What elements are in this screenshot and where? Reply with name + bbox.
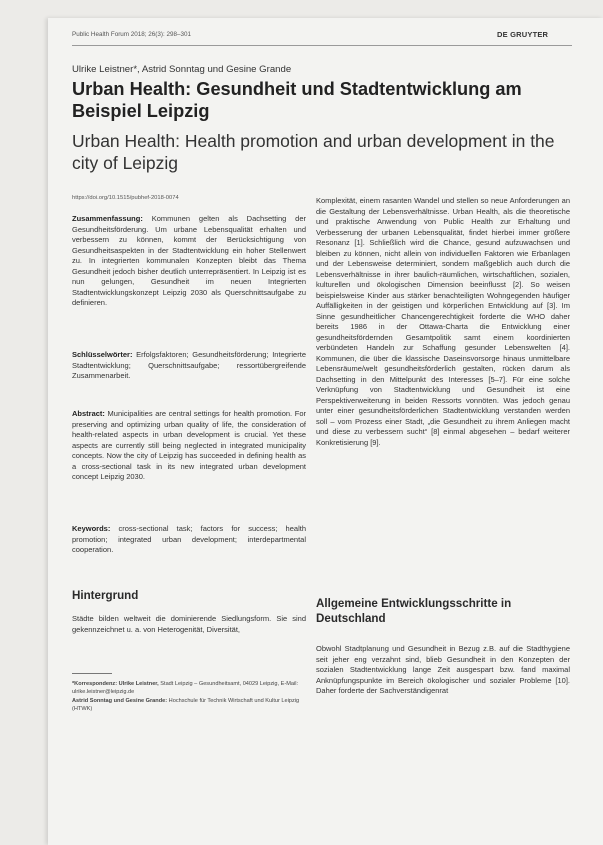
abstract-english-label: Abstract:: [72, 409, 105, 418]
authors: Ulrike Leistner*, Astrid Sonntag und Gesine Grande: [72, 64, 292, 75]
abstract-german-label: Zusammenfassung:: [72, 214, 143, 223]
publisher-logo: DE GRUYTER: [497, 30, 549, 39]
right-column-paragraph: Komplexität, einem rasanten Wandel und stellen so neue Anforderungen an die Gestaltung der Lebensverhältnisse. Urban Health, als die theoretische und praktische Anwendung von Public Health zur Erhaltung und Verbesserung der urbanen Lebensqualität, findet hierbei immer größere Resonanz [1]. Schließlich wird die Chance, gesund aufzuwachsen und bleiben zu können, nicht allein von individuellen Faktoren wie Erbanlagen und der Lebensweise determiniert, sondern maßgeblich auch durch die Lebensverhältnisse in ihrer baulich-räumlichen, wirtschaftlichen, sozialen, kulturellen und ökologischen Dimension beeinflusst [2]. So weisen beispielsweise Kinder aus stärker benachteiligten Wohngegenden häufiger Auffälligkeiten in der geistigen und körperlichen Entwicklung auf [3]. Im Sinne gesundheitlicher Chancengerechtigkeit forderte die WHO daher bereits 1986 in der Ottawa-Charta die Entwicklung einer gesundheitsfördernden Gesamtpolitik samt einem koordinierten verbündeten Handeln zur Schaffung gesunder Lebenswelten [4]. Kommunen, die über die klassische Daseinsvorsorge hinaus unmittelbare Lebensräume/welt gesundheitsförderlich gestalten, rücken darum als Dachsetting in den Mittelpunkt des Interesses [5–7]. Für eine solche Verknüpfung von Stadtentwicklung und Gesundheit ist eine Perspektiverweiterung in beiden Ressorts vonnöten. Was jedoch genau unter einer gesundheitsförderlichen Stadtentwicklung verstanden werden soll – vom Prozess einer Stadt, „die Gesundheit zu ihrem Anliegen macht und diese zu verbessern sucht“ [8] einmal abgesehen – bedarf weiterer Konkretisierung [9].: [316, 196, 570, 447]
footnote-corr-text: Stadt Leipzig – Gesundheitsamt, 04029 Leipzig, E-Mail: ulrike.leistner@leipzig.de: [72, 681, 299, 696]
footnote-corr-label: *Korrespondenz: Ulrike Leistner,: [72, 681, 159, 687]
heading-hintergrund: Hintergrund: [72, 589, 139, 602]
keywords-german-label: Schlüsselwörter:: [72, 350, 133, 359]
abstract-german: [72, 214, 306, 309]
header-rule: [72, 45, 572, 46]
keywords-german-text: Erfolgsfaktoren; Gesundheitsförderung; Integrierte Stadtentwicklung; Querschnittsaufgabe; ressortübergreifende Zusammenarbeit.: [72, 350, 306, 380]
abstract-german-text: Kommunen gelten als Dachsetting der Gesundheitsförderung. Um urbane Lebensqualität erhalten und verbessern zu können, kommt der Berücksichtigung von Gesundheitsaspekten in der Stadtentwicklung ein hoher Stellenwert zu. In integrierten kommunalen Konzepten bleibt das Thema Gesundheit jedoch bisher deutlich unterrepräsentiert. In Leipzig ist es nun gelungen, Gesundheit im neuen Integrierten Stadtentwicklungskonzept Leipzig 2030 als Querschnittsaufgabe zu definieren.: [72, 214, 306, 307]
footnote-coauthors-text: Hochschule für Technik Wirtschaft und Kultur Leipzig (HTWK): [72, 697, 300, 713]
heading-allgemeine-entwicklungsschritte: Allgemeine Entwicklungsschritte in Deutschland: [316, 597, 512, 625]
text-allgemeine-entwicklungsschritte: Obwohl Stadtplanung und Gesundheit in Bezug z.B. auf die Stadthygiene seit jeher eng verzahnt sind, blieb Gesundheit in den Konzepten der sozialen Stadtentwicklung lange Zeit ausgespart bzw. fand maximal Anknüpfungspunkte im Bereich ökologischer und sozialer Probleme [10]. Daher forderte der Sachverständigenrat: [316, 644, 570, 695]
title-german: Urban Health: Gesundheit und Stadtentwicklung am Beispiel Leipzig: [72, 79, 522, 121]
abstract-english-text: Municipalities are central settings for health promotion. For preserving and optimizing urban quality of life, the consideration of health-related aspects in urban development is crucial. Yet these aspects are currently still being neglected in integrated municipality concepts. Now the city of Leipzig has succeeded in defining health as a cross-sectional task in its new integrated urban development concept Leipzig 2030.: [72, 409, 306, 481]
keywords-english-text: cross-sectional task; factors for success; health promotion; integrated urban development; interdepartmental cooperation.: [72, 524, 306, 554]
footnote-coauthors-label: Astrid Sonntag und Gesine Grande:: [72, 697, 168, 704]
title-english: Urban Health: Health promotion and urban development in the city of Leipzig: [72, 131, 555, 173]
footnote: [72, 680, 306, 714]
keywords-german: [72, 350, 306, 382]
footnote-rule: [72, 673, 112, 674]
keywords-english-label: Keywords:: [72, 524, 111, 533]
keywords-english: [72, 524, 306, 556]
journal-reference: Public Health Forum 2018; 26(3): 298–301: [72, 31, 192, 38]
text-hintergrund: Städte bilden weltweit die dominierende Siedlungsform. Sie sind gekennzeichnet u. a. von Heterogenität, Diversität,: [72, 614, 306, 634]
abstract-english: [72, 409, 306, 483]
doi-link[interactable]: https://doi.org/10.1515/pubhef-2018-0074: [72, 195, 179, 201]
